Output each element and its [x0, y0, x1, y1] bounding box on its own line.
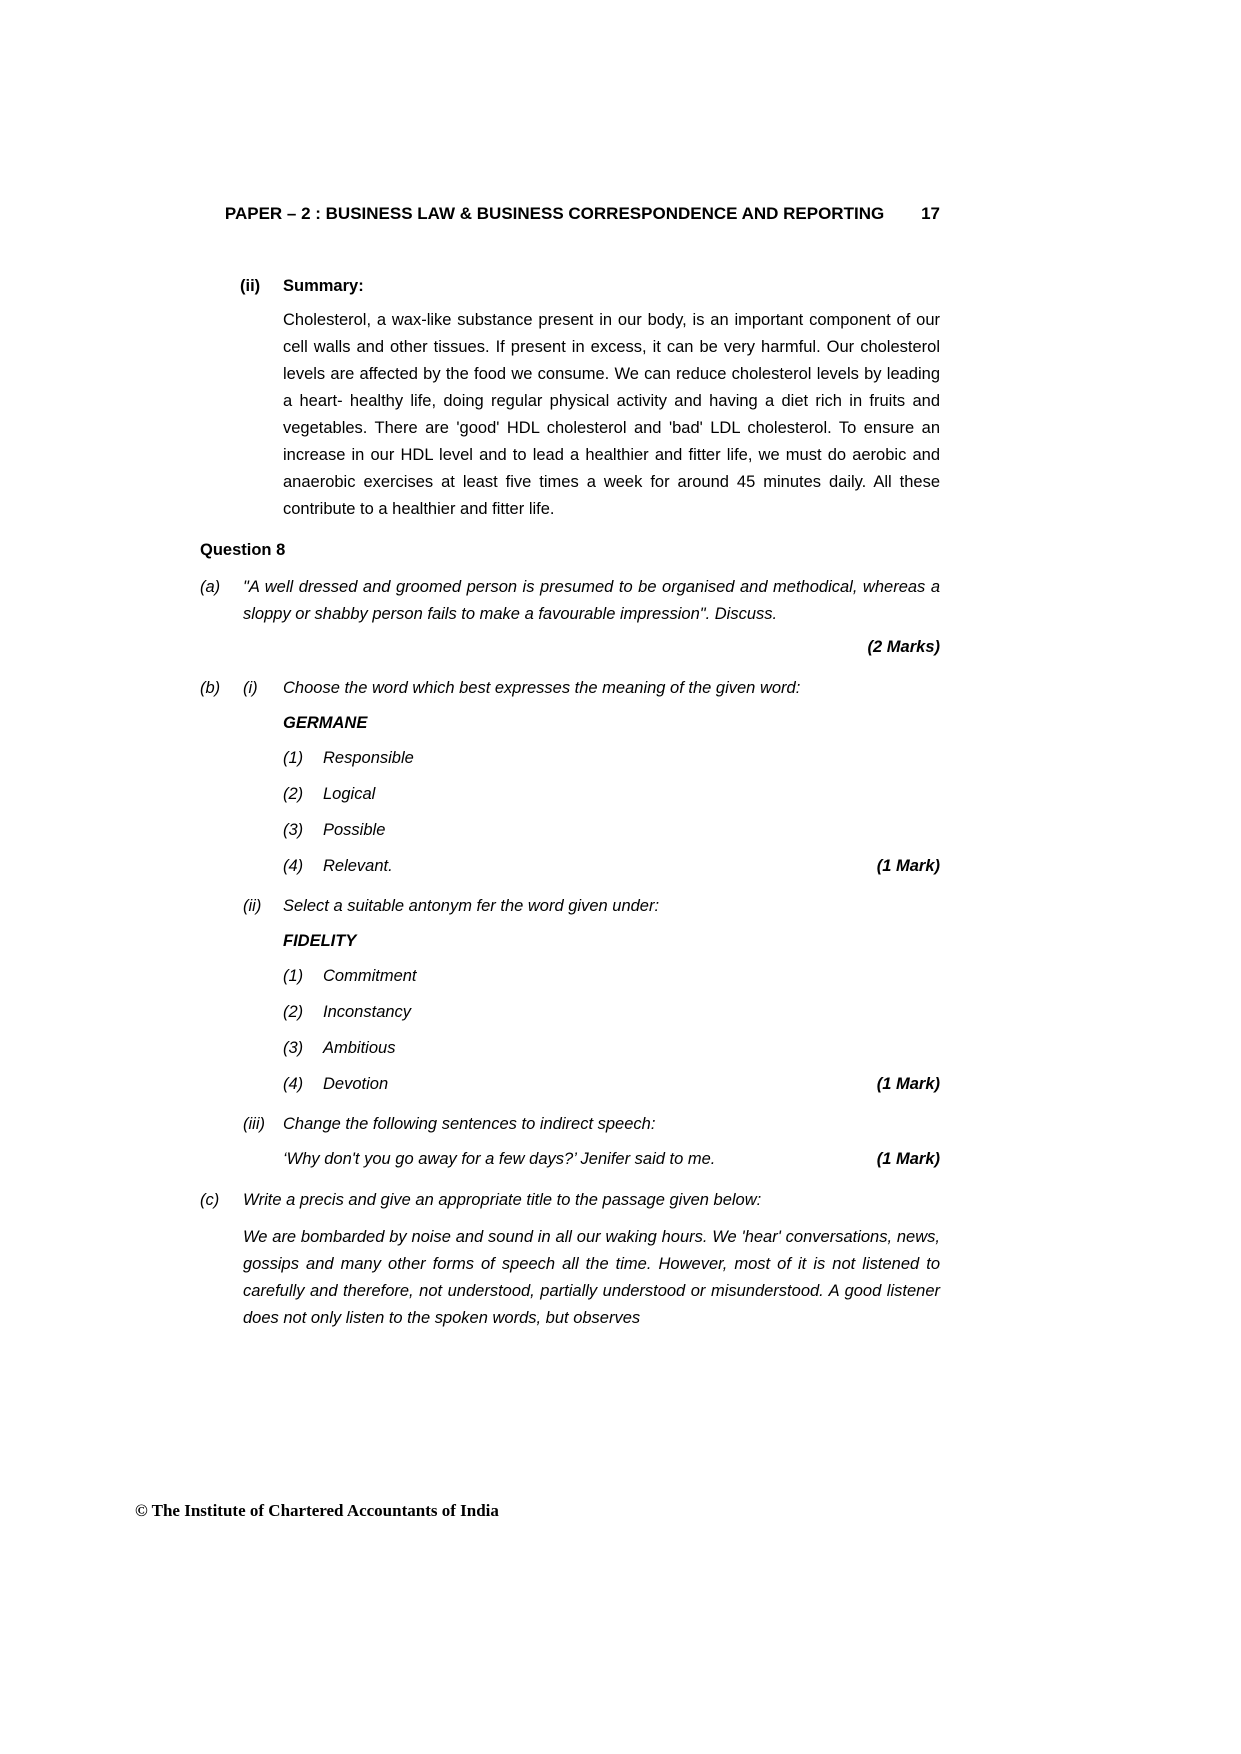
option-text: Relevant. — [323, 857, 393, 875]
option-text: Responsible — [323, 749, 414, 767]
question-b-iii-sentence-row — [283, 1146, 940, 1173]
option-text: Possible — [323, 821, 386, 839]
page-header — [200, 200, 940, 227]
option-number: (3) — [283, 1039, 304, 1057]
question-b-i-row — [200, 675, 940, 702]
option-number: (4) — [283, 857, 304, 875]
option-number: (1) — [283, 967, 304, 985]
copyright-footer: © The Institute of Chartered Accountants of India — [135, 1501, 499, 1520]
option-number: (4) — [283, 1075, 304, 1093]
option-text: Devotion — [323, 1075, 389, 1093]
marks-a: (2 Marks) — [867, 638, 940, 656]
word-fidelity: FIDELITY — [283, 932, 357, 950]
label-a: (a) — [200, 578, 221, 596]
question-a-row — [200, 574, 940, 628]
label-spacer — [200, 1111, 243, 1138]
question-b-ii-prompt: Select a suitable antonym fer the word given under: — [283, 897, 660, 915]
summary-heading-row — [240, 273, 940, 300]
option-number: (2) — [283, 785, 304, 803]
label-b: (b) — [200, 679, 221, 697]
label-b-i: (i) — [243, 679, 258, 697]
option-fidelity-2 — [283, 999, 940, 1026]
option-number: (2) — [283, 1003, 304, 1021]
question-b-iii-row — [200, 1111, 940, 1138]
question-a-text: "A well dressed and groomed person is presumed to be organised and methodical, whereas a sloppy or shabby person fails to make a favourable impression". Discuss. — [243, 578, 940, 623]
option-fidelity-1 — [283, 963, 940, 990]
question-c-row — [200, 1187, 940, 1214]
option-fidelity-3 — [283, 1035, 940, 1062]
word-germane: GERMANE — [283, 714, 368, 732]
summary-label: (ii) — [240, 277, 261, 295]
option-text: Inconstancy — [323, 1003, 412, 1021]
option-number: (3) — [283, 821, 304, 839]
label-c: (c) — [200, 1191, 220, 1209]
label-b-iii: (iii) — [243, 1115, 265, 1133]
option-germane-3 — [283, 817, 940, 844]
question-b-iii-sentence: ‘Why don't you go away for a few days?’ Jenifer said to me. — [283, 1150, 716, 1168]
label-b-ii: (ii) — [243, 897, 262, 915]
option-text: Ambitious — [323, 1039, 396, 1057]
option-number: (1) — [283, 749, 304, 767]
summary-body: Cholesterol, a wax-like substance present in our body, is an important component of our cell walls and other tissues. If present in excess, it can be very harmful. Our cholesterol levels are affected by the food we consume. We can reduce cholesterol levels by leading a heart- healthy life, doing regular physical activity and having a diet rich in fruits and vegetables. There are 'good' HDL cholesterol and 'bad' LDL cholesterol. To ensure an increase in our HDL level and to lead a healthier and fitter life, we must do aerobic and anaerobic exercises at least five times a week for around 45 minutes daily. All these contribute to a healthier and fitter life. — [283, 311, 940, 518]
question-b-ii-row — [200, 893, 940, 920]
header-title: PAPER – 2 : BUSINESS LAW & BUSINESS CORRESPONDENCE AND REPORTING — [224, 204, 885, 223]
question-8-heading: Question 8 — [200, 541, 286, 559]
page-number: 17 — [921, 204, 940, 223]
question-b-i-prompt: Choose the word which best expresses the meaning of the given word: — [283, 679, 801, 697]
option-germane-2 — [283, 781, 940, 808]
option-fidelity-4 — [283, 1071, 940, 1098]
option-text: Logical — [323, 785, 376, 803]
marks-b-iii: (1 Mark) — [876, 1150, 940, 1168]
option-germane-4 — [283, 853, 940, 880]
marks-b-ii: (1 Mark) — [876, 1075, 940, 1093]
question-c-prompt: Write a precis and give an appropriate title to the passage given below: — [243, 1191, 762, 1209]
question-c-passage: We are bombarded by noise and sound in all our waking hours. We 'hear' conversations, news, gossips and many other forms of speech all the time. However, most of it is not listened to carefully and therefore, not understood, partially understood or misunderstood. A good listener does not only listen to the spoken words, but observes — [243, 1228, 940, 1327]
question-b-iii-prompt: Change the following sentences to indirect speech: — [283, 1115, 656, 1133]
summary-heading: Summary: — [283, 277, 364, 295]
label-spacer — [200, 893, 243, 920]
option-text: Commitment — [323, 967, 417, 985]
page-content — [200, 200, 940, 1332]
marks-b-i: (1 Mark) — [876, 857, 940, 875]
option-germane-1 — [283, 745, 940, 772]
